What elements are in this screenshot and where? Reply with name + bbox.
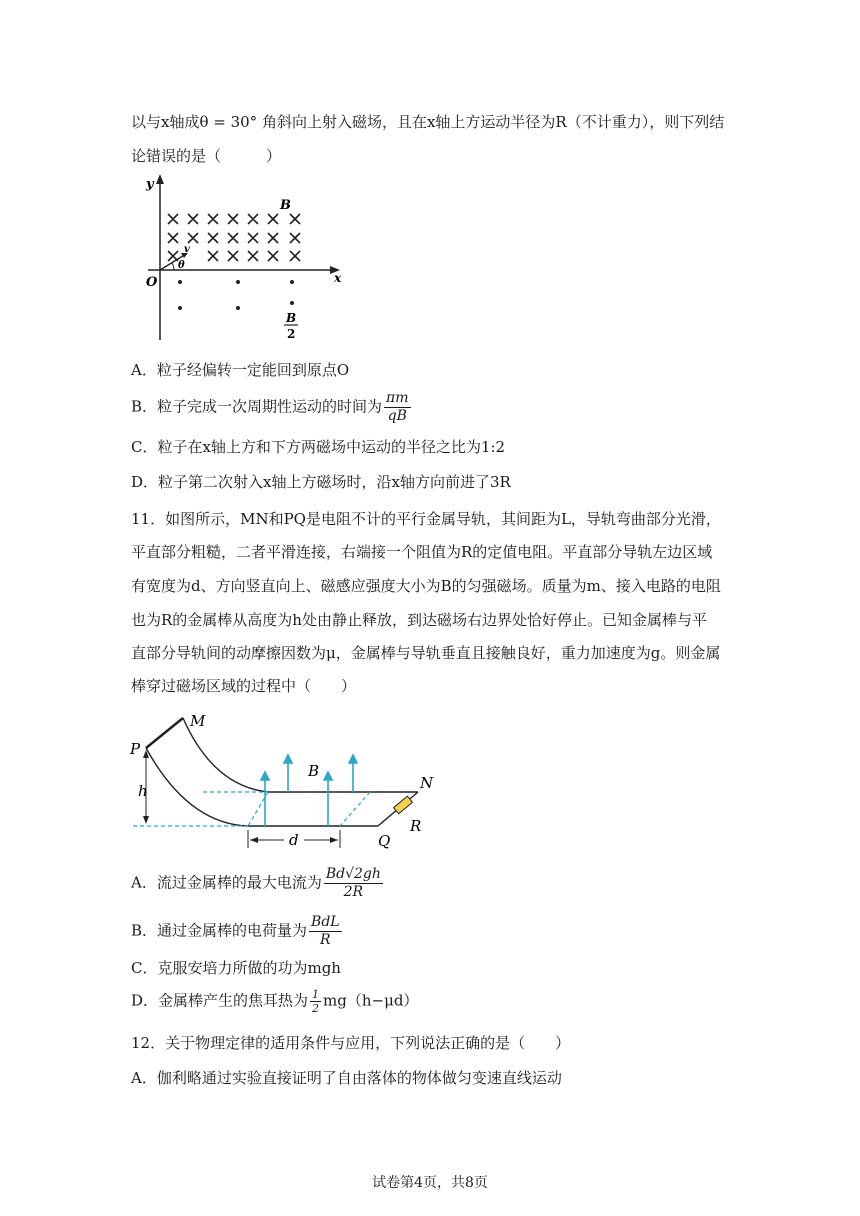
label-n: N: [420, 774, 434, 792]
q12-stem: 12．关于物理定律的适用条件与应用，下列说法正确的是（ ）: [131, 1034, 571, 1052]
label-p: P: [130, 740, 141, 758]
q10-b-denominator: qB: [387, 408, 407, 424]
q11-stem-line-2: 平直部分粗糙，二者平滑连接，右端接一个阻值为R的定值电阻。平直部分导轨左边区域: [131, 543, 713, 561]
page-footer: 试卷第4页，共8页: [372, 1175, 488, 1191]
q11-b-numerator: BdL: [311, 914, 340, 930]
rail-diagram-figure: [128, 706, 448, 856]
intro-line-1: 以与x轴成θ = 30° 角斜向上射入磁场，且在x轴上方运动半径为R（不计重力），则下列结: [131, 113, 725, 131]
half-field-numerator: B: [286, 311, 297, 325]
q11-d-denominator: 2: [312, 1002, 320, 1015]
q10-option-c: C．粒子在x轴上方和下方两磁场中运动的半径之比为1:2: [131, 438, 506, 456]
label-h: h: [138, 782, 148, 800]
q11-stem-line-6: 棒穿过磁场区域的过程中（ ）: [131, 677, 357, 695]
q11-a-denominator: 2R: [343, 884, 364, 900]
q11-stem-line-4: 也为R的金属棒从高度为h处由静止释放，到达磁场右边界处恰好停止。已知金属棒与平: [131, 611, 707, 629]
theta-label: θ: [178, 260, 185, 271]
q11-stem-line-5: 直部分导轨间的动摩擦因数为μ，金属棒与导轨垂直且接触良好，重力加速度为g。则金属: [131, 644, 721, 662]
q11-option-a: A．流过金属棒的最大电流为 $\frac{Bd√2gh}{2R}$: [131, 866, 381, 900]
label-b: B: [308, 762, 320, 780]
field-dot-marks: [178, 280, 294, 310]
magnetic-field-figure: [140, 172, 350, 347]
q11-stem-line-1: 11．如图所示，MN和PQ是电阻不计的平行金属导轨，其间距为L，导轨弯曲部分光滑，: [131, 510, 721, 528]
q11-option-b: B．通过金属棒的电荷量为 $\frac{\text{BdL}}{R}$: [131, 914, 340, 948]
origin-label: O: [146, 275, 158, 290]
q12-option-a: A．伽利略通过实验直接证明了自由落体的物体做匀变速直线运动: [131, 1069, 562, 1087]
q11-a-numerator: Bd√2gh: [325, 866, 381, 882]
q11-d-numerator: 1: [312, 988, 320, 1001]
axis-x-label: x: [334, 271, 342, 285]
half-field-denominator: 2: [287, 327, 296, 341]
q10-b-numerator: πm: [386, 390, 409, 406]
velocity-label: v: [184, 244, 190, 255]
q11-b-denominator: R: [320, 932, 331, 948]
q10-option-b: B．粒子完成一次周期性运动的时间为 $\frac{\pi m}{qB}$: [131, 390, 409, 424]
label-m: M: [190, 712, 206, 730]
intro-line-2: 论错误的是（ ）: [131, 147, 282, 165]
q10-option-a: A．粒子经偏转一定能回到原点O: [131, 361, 350, 379]
axis-y-label: y: [146, 177, 154, 192]
label-d: d: [289, 831, 299, 849]
q10-option-d: D．粒子第二次射入x轴上方磁场时，沿x轴方向前进了3R: [131, 473, 511, 491]
q11-option-d: D．金属棒产生的焦耳热为 $\frac{1}{2}$ mg（h−μd）: [131, 988, 419, 1015]
label-q: Q: [378, 832, 391, 850]
q11-option-c: C．克服安培力所做的功为mgh: [131, 959, 341, 977]
label-r: R: [410, 817, 422, 835]
q11-stem-line-3: 有宽度为d、方向竖直向上、磁感应强度大小为B的匀强磁场。质量为m、接入电路的电阻: [131, 577, 721, 595]
field-b-label: B: [280, 198, 291, 213]
